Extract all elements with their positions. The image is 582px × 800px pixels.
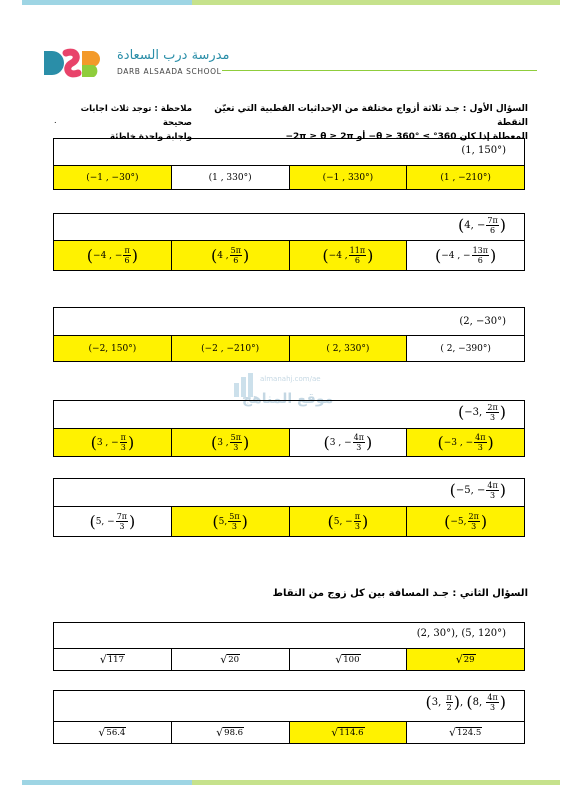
option-fraction: [354, 512, 361, 531]
answer-option[interactable]: [54, 429, 172, 456]
radicand: 56.4: [106, 728, 126, 738]
given-points: (2, 30°), (5, 120°): [416, 628, 506, 639]
option-open-paren: (: [327, 511, 334, 531]
school-logo-icon: [42, 47, 108, 79]
option-close-paren: ): [131, 245, 138, 265]
option-prefix: 4 ,: [217, 250, 229, 261]
option-close-paren: ): [365, 432, 373, 452]
question-1-item: [53, 478, 525, 537]
option-numerator: 2π: [468, 512, 479, 521]
radical-sign-icon: √: [455, 653, 463, 666]
option-denominator: 3: [119, 522, 125, 531]
radical-sign-icon: √: [448, 726, 456, 739]
bottom-stripe: [22, 780, 560, 785]
option-fraction: [228, 512, 240, 531]
answer-options: [54, 335, 524, 361]
points-separator: ,: [460, 697, 467, 708]
option-fraction: [120, 433, 127, 452]
answer-options: [54, 240, 524, 270]
answer-option[interactable]: [172, 166, 290, 189]
answer-option[interactable]: [54, 241, 172, 270]
option-fraction: [353, 433, 365, 452]
answer-option[interactable]: [172, 429, 290, 456]
given-fraction: [486, 216, 498, 235]
option-open-paren: (: [322, 245, 329, 265]
option-prefix: 3 ,: [217, 437, 229, 448]
answer-option-text: (1 , −210°): [440, 172, 491, 183]
given-point: [450, 481, 506, 500]
option-numerator: π: [124, 246, 130, 255]
option-open-paren: (: [444, 511, 451, 531]
watermark-url: almanahj.com/ae: [260, 375, 321, 383]
option-denominator: 3: [233, 443, 239, 452]
radical-sign-icon: √: [216, 726, 224, 739]
question-1-line-1: السؤال الأول : جـد ثلاثة أزواج مختلفة من الإحداثيات القطبية التي تعيّن النقطة: [214, 104, 528, 128]
option-prefix: 5,: [218, 516, 228, 527]
option-denominator: 3: [471, 522, 477, 531]
answer-option[interactable]: [407, 649, 524, 670]
answer-option[interactable]: [407, 722, 524, 743]
square-root: [220, 653, 240, 666]
given-fraction: [486, 403, 498, 422]
given-fraction: [486, 481, 498, 500]
option-close-paren: ): [243, 432, 250, 452]
option-fraction: [116, 512, 128, 531]
option-close-paren: ): [129, 511, 136, 531]
question-1-item: [53, 213, 525, 271]
answer-option[interactable]: [54, 166, 172, 189]
question-1-line-2: المعطاة إذا كان 360° ≥ θ ≥ 360°− أو 2π ≥ θ ≥ 2π−: [285, 132, 528, 142]
answer-option[interactable]: [290, 241, 408, 270]
answer-options: [54, 721, 524, 743]
option-open-paren: (: [323, 432, 330, 452]
header-divider: [222, 70, 537, 71]
option-open-paren: (: [90, 432, 97, 452]
question-2-item: [53, 622, 525, 671]
answer-option[interactable]: [54, 722, 172, 743]
given-denominator: 3: [490, 413, 496, 422]
option-prefix: 5, −: [95, 516, 115, 527]
answer-option[interactable]: [290, 336, 408, 361]
point-1-prefix: 3,: [431, 697, 445, 708]
square-root: [335, 653, 360, 666]
option-numerator: π: [120, 433, 126, 442]
option-numerator: 7π: [116, 512, 128, 521]
question-2-heading: السؤال الثاني : جـد المسافة بين كل زوج من النقاط: [272, 588, 528, 599]
point-1-open-paren: (: [425, 692, 432, 712]
option-prefix: −4 , −: [441, 250, 471, 261]
top-stripe: [22, 0, 560, 5]
option-numerator: 5π: [230, 246, 242, 255]
option-denominator: 3: [231, 522, 237, 531]
option-prefix: 5, −: [333, 516, 353, 527]
radicand: 98.6: [224, 728, 244, 738]
given-point: (2, −30°): [459, 316, 506, 327]
option-close-paren: ): [243, 245, 250, 265]
answer-option[interactable]: [172, 241, 290, 270]
option-open-paren: (: [210, 432, 218, 452]
answer-option[interactable]: [172, 336, 290, 361]
question-1-item: [53, 138, 525, 190]
square-root: [456, 653, 476, 666]
answer-option[interactable]: [54, 336, 172, 361]
school-name-arabic: مدرسة درب السعادة: [117, 48, 230, 63]
point-2-denominator: 3: [490, 703, 496, 712]
option-fraction: [472, 246, 489, 265]
answer-options: [54, 165, 524, 189]
square-root: [100, 653, 125, 666]
given-numerator: 7π: [487, 216, 498, 225]
option-close-paren: ): [480, 511, 488, 531]
option-numerator: 5π: [229, 512, 240, 521]
answer-option[interactable]: [407, 507, 524, 536]
answer-option[interactable]: [407, 241, 524, 270]
radical-sign-icon: √: [331, 726, 339, 739]
answer-option[interactable]: [172, 649, 290, 670]
radicand: 114.6: [339, 728, 364, 738]
option-close-paren: ): [127, 432, 135, 452]
option-open-paren: (: [212, 511, 219, 531]
option-prefix: 3 , −: [96, 437, 119, 448]
note-bullet: .: [54, 116, 57, 125]
answer-options: [54, 428, 524, 456]
square-root: [216, 726, 244, 739]
option-open-paren: (: [86, 245, 94, 265]
answer-option-text: (−2 , −210°): [201, 343, 260, 354]
option-numerator: 4π: [475, 433, 486, 442]
point-2-fraction: [486, 693, 498, 712]
option-prefix: −3 , −: [443, 437, 474, 448]
option-numerator: 11π: [349, 246, 366, 255]
option-denominator: 6: [233, 256, 239, 265]
option-numerator: 5π: [230, 433, 242, 442]
radical-sign-icon: √: [99, 653, 107, 666]
option-fraction: [123, 246, 130, 265]
school-name-english: DARB ALSAADA SCHOOL: [117, 67, 222, 76]
given-numerator: 2π: [487, 403, 498, 412]
given-point: [458, 216, 506, 235]
given-close-paren: ): [499, 402, 506, 422]
point-1-numerator: π: [446, 693, 452, 702]
question-1-item: [53, 307, 525, 362]
point-2-open-paren: (: [466, 692, 473, 712]
answer-option[interactable]: [290, 166, 408, 189]
option-close-paren: ): [362, 511, 369, 531]
answer-option-text: (−2, 150°): [88, 343, 137, 354]
point-1-fraction: [446, 693, 453, 712]
option-open-paren: (: [210, 245, 218, 265]
given-denominator: 3: [490, 491, 496, 500]
answer-option[interactable]: [290, 722, 408, 743]
given-open-paren: (: [449, 480, 456, 500]
option-numerator: π: [354, 512, 360, 521]
answer-option[interactable]: [290, 649, 408, 670]
point-2-close-paren: ): [499, 692, 506, 712]
given-points: [426, 693, 506, 712]
given-point: [458, 403, 506, 422]
option-denominator: 6: [477, 256, 483, 265]
option-numerator: 13π: [472, 246, 489, 255]
radical-sign-icon: √: [220, 653, 228, 666]
square-root: [331, 726, 364, 739]
given-numerator: 4π: [487, 481, 498, 490]
answer-option[interactable]: [407, 166, 524, 189]
option-fraction: [474, 433, 486, 452]
option-denominator: 3: [120, 443, 126, 452]
option-fraction: [230, 433, 242, 452]
radicand: 20: [228, 655, 240, 665]
option-prefix: −4 ,: [328, 250, 348, 261]
answer-option-text: (1 , 330°): [208, 172, 252, 183]
note-line-1: ملاحظة : توجد ثلاث اجابات صحيحة: [80, 104, 192, 128]
point-2-prefix: 8,: [472, 697, 486, 708]
option-fraction: [468, 512, 480, 531]
square-root: [98, 726, 126, 739]
answer-option[interactable]: [290, 429, 408, 456]
option-fraction: [349, 246, 366, 265]
option-open-paren: (: [437, 432, 444, 452]
given-open-paren: (: [458, 402, 465, 422]
option-numerator: 4π: [353, 433, 364, 442]
answer-option-text: (−1 , −30°): [86, 172, 139, 183]
answer-option-text: ( 2, 330°): [326, 343, 370, 354]
point-2-numerator: 4π: [487, 693, 498, 702]
watermark-name: موقع المناهج: [242, 391, 334, 407]
answer-option[interactable]: [290, 507, 408, 536]
point-1-denominator: 2: [446, 703, 452, 712]
radicand: 29: [463, 655, 475, 665]
given-prefix: −3,: [464, 407, 486, 418]
answer-option[interactable]: [407, 429, 524, 456]
given-prefix: −5, −: [455, 485, 486, 496]
option-denominator: 6: [354, 256, 360, 265]
note-line-2: واجابة واحدة خاطئة: [110, 132, 192, 142]
question-2-item: [53, 690, 525, 744]
answer-option[interactable]: [54, 649, 172, 670]
given-denominator: 6: [490, 226, 496, 235]
point-1-close-paren: ): [453, 692, 461, 712]
question-1-item: [53, 400, 525, 457]
given-open-paren: (: [458, 215, 465, 235]
answer-options: [54, 648, 524, 670]
given-close-paren: ): [499, 215, 506, 235]
option-prefix: 3 , −: [329, 437, 352, 448]
given-prefix: 4, −: [464, 220, 486, 231]
radical-sign-icon: √: [98, 726, 106, 739]
option-denominator: 3: [356, 443, 362, 452]
option-close-paren: ): [487, 432, 494, 452]
answer-options: [54, 506, 524, 536]
option-denominator: 3: [477, 443, 483, 452]
radicand: 117: [107, 655, 124, 665]
option-prefix: −5,: [450, 516, 467, 527]
option-close-paren: ): [241, 511, 248, 531]
option-close-paren: ): [490, 245, 497, 265]
option-denominator: 6: [124, 256, 130, 265]
option-open-paren: (: [434, 245, 442, 265]
answer-option[interactable]: [172, 722, 290, 743]
given-close-paren: ): [499, 480, 506, 500]
option-open-paren: (: [89, 511, 96, 531]
radical-sign-icon: √: [335, 653, 343, 666]
option-denominator: 3: [354, 522, 360, 531]
answer-option[interactable]: [407, 336, 524, 361]
square-root: [449, 726, 482, 739]
option-close-paren: ): [367, 245, 374, 265]
radicand: 100: [343, 655, 360, 665]
option-prefix: −4 , −: [93, 250, 123, 261]
answer-option[interactable]: [54, 507, 172, 536]
answer-option-text: (−1 , 330°): [322, 172, 374, 183]
radicand: 124.5: [456, 728, 482, 738]
answer-option-text: ( 2, −390°): [440, 343, 491, 354]
given-point: (1, 150°): [461, 145, 506, 156]
option-fraction: [230, 246, 242, 265]
answer-option[interactable]: [172, 507, 290, 536]
